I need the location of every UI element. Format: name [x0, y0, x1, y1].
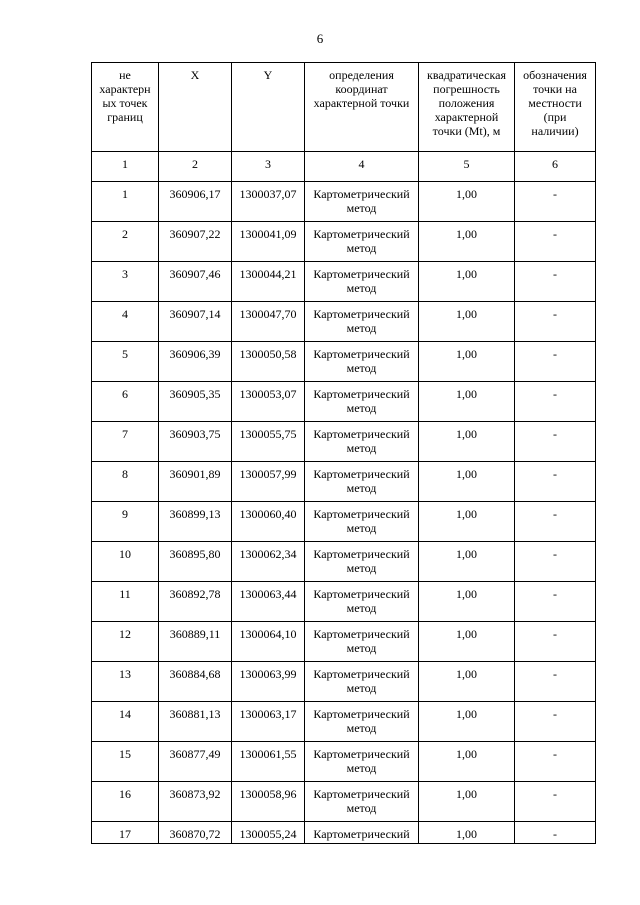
point-number-cell: 8	[92, 462, 159, 502]
table-row	[92, 462, 596, 502]
x-coordinate-cell: 360903,75	[159, 422, 232, 462]
method-cell: Картометрический метод	[305, 742, 419, 782]
y-coordinate-cell: 1300055,24	[232, 822, 305, 844]
point-number-cell: 10	[92, 542, 159, 582]
x-coordinate-cell: 360873,92	[159, 782, 232, 822]
x-coordinate-cell: 360877,49	[159, 742, 232, 782]
x-coordinate-cell: 360907,46	[159, 262, 232, 302]
method-cell: Картометрический метод	[305, 662, 419, 702]
x-coordinate-cell: 360907,14	[159, 302, 232, 342]
method-cell: Картометрический	[305, 822, 419, 844]
method-cell: Картометрический метод	[305, 222, 419, 262]
error-cell: 1,00	[419, 582, 515, 622]
x-coordinate-cell: 360899,13	[159, 502, 232, 542]
y-coordinate-cell: 1300047,70	[232, 302, 305, 342]
error-cell: 1,00	[419, 662, 515, 702]
column-number-cell: 3	[232, 152, 305, 182]
point-number-cell: 7	[92, 422, 159, 462]
column-number-cell: 1	[92, 152, 159, 182]
page-number: 6	[316, 31, 324, 46]
x-coordinate-cell: 360870,72	[159, 822, 232, 844]
marking-cell: -	[515, 462, 596, 502]
point-number-cell: 5	[92, 342, 159, 382]
point-number-cell: 17	[92, 822, 159, 844]
error-cell: 1,00	[419, 502, 515, 542]
error-cell: 1,00	[419, 382, 515, 422]
error-cell: 1,00	[419, 342, 515, 382]
table-row	[92, 302, 596, 342]
x-coordinate-cell: 360895,80	[159, 542, 232, 582]
point-number-cell: 14	[92, 702, 159, 742]
table-row	[92, 382, 596, 422]
x-coordinate-cell: 360889,11	[159, 622, 232, 662]
point-number-cell: 3	[92, 262, 159, 302]
error-cell: 1,00	[419, 262, 515, 302]
y-coordinate-cell: 1300044,21	[232, 262, 305, 302]
y-coordinate-cell: 1300063,44	[232, 582, 305, 622]
table-row	[92, 542, 596, 582]
table-row	[92, 582, 596, 622]
header-cell-x: X	[159, 63, 232, 152]
marking-cell: -	[515, 662, 596, 702]
method-cell: Картометрический метод	[305, 702, 419, 742]
y-coordinate-cell: 1300061,55	[232, 742, 305, 782]
error-cell: 1,00	[419, 422, 515, 462]
y-coordinate-cell: 1300053,07	[232, 382, 305, 422]
marking-cell: -	[515, 422, 596, 462]
marking-cell: -	[515, 702, 596, 742]
x-coordinate-cell: 360892,78	[159, 582, 232, 622]
table-row	[92, 262, 596, 302]
column-number-cell: 5	[419, 152, 515, 182]
marking-cell: -	[515, 222, 596, 262]
y-coordinate-cell: 1300037,07	[232, 182, 305, 222]
marking-cell: -	[515, 302, 596, 342]
marking-cell: -	[515, 182, 596, 222]
method-cell: Картометрический метод	[305, 262, 419, 302]
marking-cell: -	[515, 742, 596, 782]
marking-cell: -	[515, 542, 596, 582]
error-cell: 1,00	[419, 182, 515, 222]
method-cell: Картометрический метод	[305, 382, 419, 422]
point-number-cell: 1	[92, 182, 159, 222]
header-cell-error: квадратическая погрешность положения характерной точки (Mt), м	[419, 63, 515, 152]
point-number-cell: 4	[92, 302, 159, 342]
method-cell: Картометрический метод	[305, 422, 419, 462]
marking-cell: -	[515, 262, 596, 302]
x-coordinate-cell: 360901,89	[159, 462, 232, 502]
x-coordinate-cell: 360906,17	[159, 182, 232, 222]
y-coordinate-cell: 1300041,09	[232, 222, 305, 262]
method-cell: Картометрический метод	[305, 622, 419, 662]
y-coordinate-cell: 1300063,99	[232, 662, 305, 702]
coordinates-table	[91, 62, 596, 844]
header-cell-point: не характерн ых точек границ	[92, 63, 159, 152]
table-row	[92, 342, 596, 382]
point-number-cell: 15	[92, 742, 159, 782]
y-coordinate-cell: 1300060,40	[232, 502, 305, 542]
x-coordinate-cell: 360905,35	[159, 382, 232, 422]
y-coordinate-cell: 1300064,10	[232, 622, 305, 662]
column-number-cell: 2	[159, 152, 232, 182]
table-row	[92, 622, 596, 662]
marking-cell: -	[515, 502, 596, 542]
x-coordinate-cell: 360906,39	[159, 342, 232, 382]
method-cell: Картометрический метод	[305, 782, 419, 822]
header-row	[92, 63, 596, 152]
method-cell: Картометрический метод	[305, 302, 419, 342]
point-number-cell: 11	[92, 582, 159, 622]
point-number-cell: 6	[92, 382, 159, 422]
marking-cell: -	[515, 622, 596, 662]
marking-cell: -	[515, 342, 596, 382]
table-row	[92, 422, 596, 462]
x-coordinate-cell: 360884,68	[159, 662, 232, 702]
table-row	[92, 502, 596, 542]
method-cell: Картометрический метод	[305, 582, 419, 622]
method-cell: Картометрический метод	[305, 342, 419, 382]
y-coordinate-cell: 1300063,17	[232, 702, 305, 742]
column-number-cell: 4	[305, 152, 419, 182]
table-row	[92, 782, 596, 822]
error-cell: 1,00	[419, 702, 515, 742]
y-coordinate-cell: 1300058,96	[232, 782, 305, 822]
y-coordinate-cell: 1300050,58	[232, 342, 305, 382]
column-number-cell: 6	[515, 152, 596, 182]
table-row	[92, 182, 596, 222]
table-row	[92, 702, 596, 742]
table-body	[92, 63, 596, 844]
point-number-cell: 2	[92, 222, 159, 262]
error-cell: 1,00	[419, 742, 515, 782]
y-coordinate-cell: 1300062,34	[232, 542, 305, 582]
table-row	[92, 662, 596, 702]
marking-cell: -	[515, 582, 596, 622]
x-coordinate-cell: 360881,13	[159, 702, 232, 742]
error-cell: 1,00	[419, 622, 515, 662]
marking-cell: -	[515, 782, 596, 822]
marking-cell: -	[515, 822, 596, 844]
method-cell: Картометрический метод	[305, 182, 419, 222]
y-coordinate-cell: 1300057,99	[232, 462, 305, 502]
point-number-cell: 13	[92, 662, 159, 702]
error-cell: 1,00	[419, 462, 515, 502]
point-number-cell: 16	[92, 782, 159, 822]
column-number-row	[92, 152, 596, 182]
point-number-cell: 9	[92, 502, 159, 542]
method-cell: Картометрический метод	[305, 502, 419, 542]
table-row	[92, 822, 596, 844]
x-coordinate-cell: 360907,22	[159, 222, 232, 262]
error-cell: 1,00	[419, 302, 515, 342]
error-cell: 1,00	[419, 542, 515, 582]
method-cell: Картометрический метод	[305, 542, 419, 582]
error-cell: 1,00	[419, 782, 515, 822]
header-cell-marking: обозначения точки на местности (при наличии)	[515, 63, 596, 152]
y-coordinate-cell: 1300055,75	[232, 422, 305, 462]
error-cell: 1,00	[419, 222, 515, 262]
point-number-cell: 12	[92, 622, 159, 662]
method-cell: Картометрический метод	[305, 462, 419, 502]
table-row	[92, 742, 596, 782]
header-cell-y: Y	[232, 63, 305, 152]
header-cell-method: определения координат характерной точки	[305, 63, 419, 152]
error-cell: 1,00	[419, 822, 515, 844]
table-row	[92, 222, 596, 262]
marking-cell: -	[515, 382, 596, 422]
